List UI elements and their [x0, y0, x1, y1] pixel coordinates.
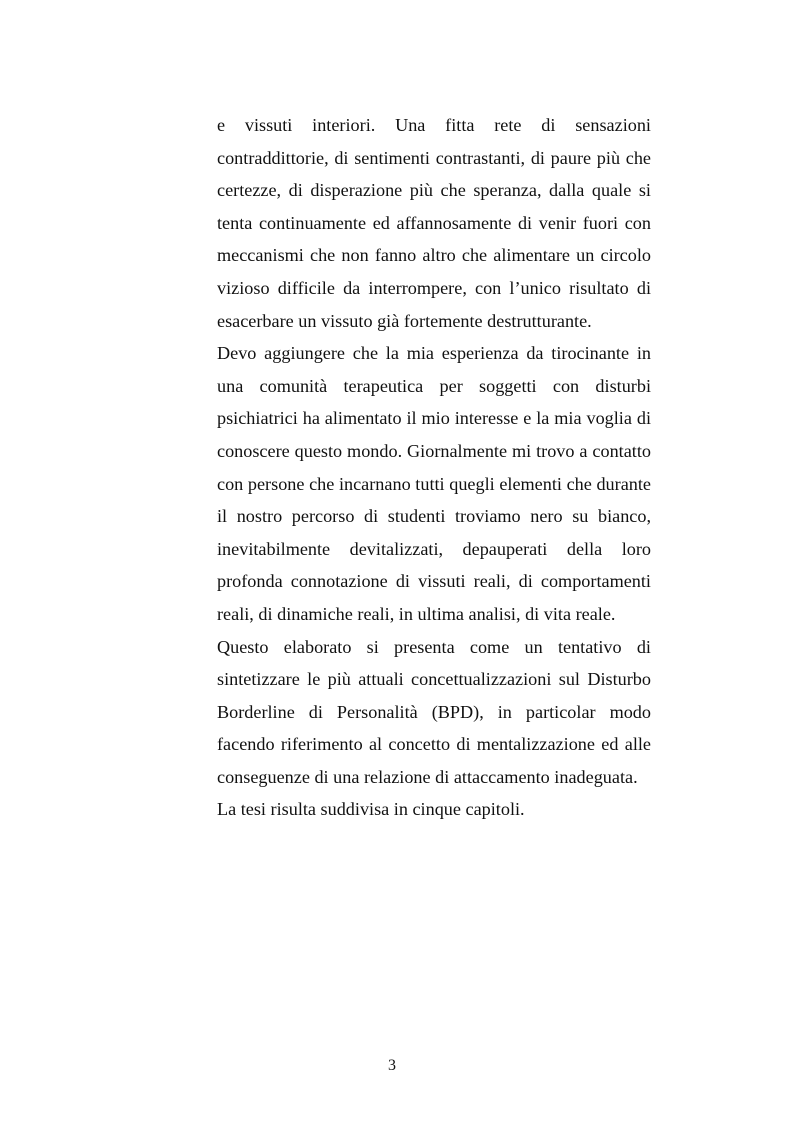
body-text	[217, 109, 651, 826]
paragraph-4: La tesi risulta suddivisa in cinque capitoli.	[217, 799, 525, 820]
paragraph-2: Devo aggiungere che la mia esperienza da tirocinante in una comunità terapeutica per soggetti con disturbi psichiatrici ha alimentato il mio interesse e la mia voglia di conoscere questo mondo. Giornalmente mi trovo a contatto con persone che incarnano tutti quegli elementi che durante il nostro percorso di studenti troviamo nero su bianco, inevitabilmente devitalizzati, depauperati della loro profonda connotazione di vissuti reali, di comportamenti reali, di dinamiche reali, in ultima analisi, di vita reale.	[217, 343, 651, 624]
paragraph-3: Questo elaborato si presenta come un tentativo di sintetizzare le più attuali concettualizzazioni sul Disturbo Borderline di Personalità (BPD), in particolar modo facendo riferimento al concetto di mentalizzazione ed alle conseguenze di una relazione di attaccamento inadeguata.	[217, 636, 651, 787]
page-number: 3	[388, 1057, 396, 1074]
paragraph-1: e vissuti interiori. Una fitta rete di sensazioni contraddittorie, di sentimenti contrastanti, di paure più che certezze, di disperazione più che speranza, dalla quale si tenta continuamente ed affannosamente di venir fuori con meccanismi che non fanno altro che alimentare un circolo vizioso difficile da interrompere, con l’unico risultato di esacerbare un vissuto già fortemente destrutturante.	[217, 115, 651, 331]
